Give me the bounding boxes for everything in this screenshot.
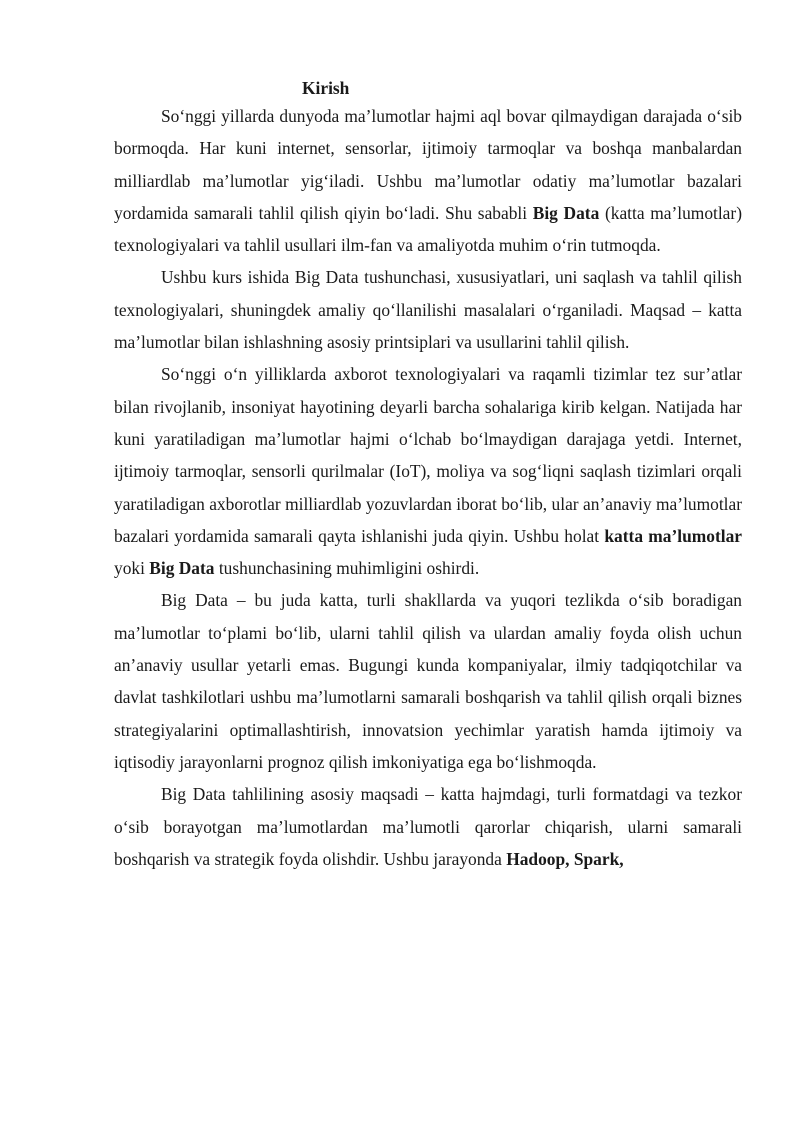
text-run: yoki [114,558,150,579]
paragraph [114,778,742,875]
section-title: Kirish [302,78,350,98]
document-body [114,100,742,875]
bold-text: katta ma’lumotlar [604,525,742,546]
text-run: Big Data – bu juda katta, turli shakllarda va yuqori tezlikda o‘sib boradigan ma’lumotlar to‘plami bo‘lib, ularni tahlil qilish va ulardan amaliy foyda olish uchun an’anaviy usullar yetarli emas. Bugungi kunda kompaniyalar, ilmiy tadqiqotchilar va davlat tashkilotlari ushbu ma’lumotlarni samarali boshqarish va tahlil qilish orqali biznes strategiyalarini optimallashtirish, innovatsion yechimlar yaratish hamda ijtimoiy va iqtisodiy jarayonlarni prognoz qilish imkoniyatiga ega bo‘lishmoqda. [114,590,742,772]
paragraph [114,261,742,358]
paragraph [114,100,742,261]
text-run: Ushbu kurs ishida Big Data tushunchasi, xususiyatlari, uni saqlash va tahlil qilish texnologiyalari, shuningdek amaliy qo‘llanilishi masalalari o‘rganiladi. Maqsad – katta ma’lumotlar bilan ishlashning asosiy printsiplari va usullarini tahlil qilish. [114,267,742,353]
text-run: (katta ma’lumotlar) texnologiyalari va tahlil usullari ilm-fan va amaliyotda muhim o‘rin tutmoqda. [114,202,742,256]
text-run: So‘nggi o‘n yilliklarda axborot texnologiyalari va raqamli tizimlar tez sur’atlar bilan rivojlanib, insoniyat hayotining deyarli barcha sohalariga kirib kelgan. Natijada har kuni yaratiladigan ma’lumotlar hajmi o‘lchab bo‘lmaydigan darajaga yetdi. Internet, ijtimoiy tarmoqlar, sensorli qurilmalar (IoT), moliya va sog‘liqni saqlash tizimlari orqali yaratiladigan axborotlar milliardlab yozuvlardan iborat bo‘lib, ular an’anaviy ma’lumotlar bazalari yordamida samarali qayta ishlanishi juda qiyin. Ushbu holat [114,364,742,546]
paragraph [114,358,742,584]
bold-text: Big Data [149,558,215,579]
text-run: Big Data tahlilining asosiy maqsadi – katta hajmdagi, turli formatdagi va tezkor o‘sib borayotgan ma’lumotlardan ma’lumotli qarorlar chiqarish, ularni samarali boshqarish va strategik foyda olishdir. Ushbu jarayonda [114,784,742,869]
paragraph [114,584,742,778]
text-run: So‘nggi yillarda dunyoda ma’lumotlar hajmi aql bovar qilmaydigan darajada o‘sib bormoqda. Har kuni internet, sensorlar, ijtimoiy tarmoqlar va boshqa manbalardan milliardlab ma’lumotlar yig‘iladi. Ushbu ma’lumotlar odatiy ma’lumotlar bazalari yordamida samarali tahlil qilish qiyin bo‘ladi. Shu sababli [114,106,742,223]
bold-text: Big Data [532,202,600,223]
text-run: tushunchasining muhimligini oshirdi. [214,558,480,579]
bold-text: Hadoop, Spark, [506,848,624,869]
